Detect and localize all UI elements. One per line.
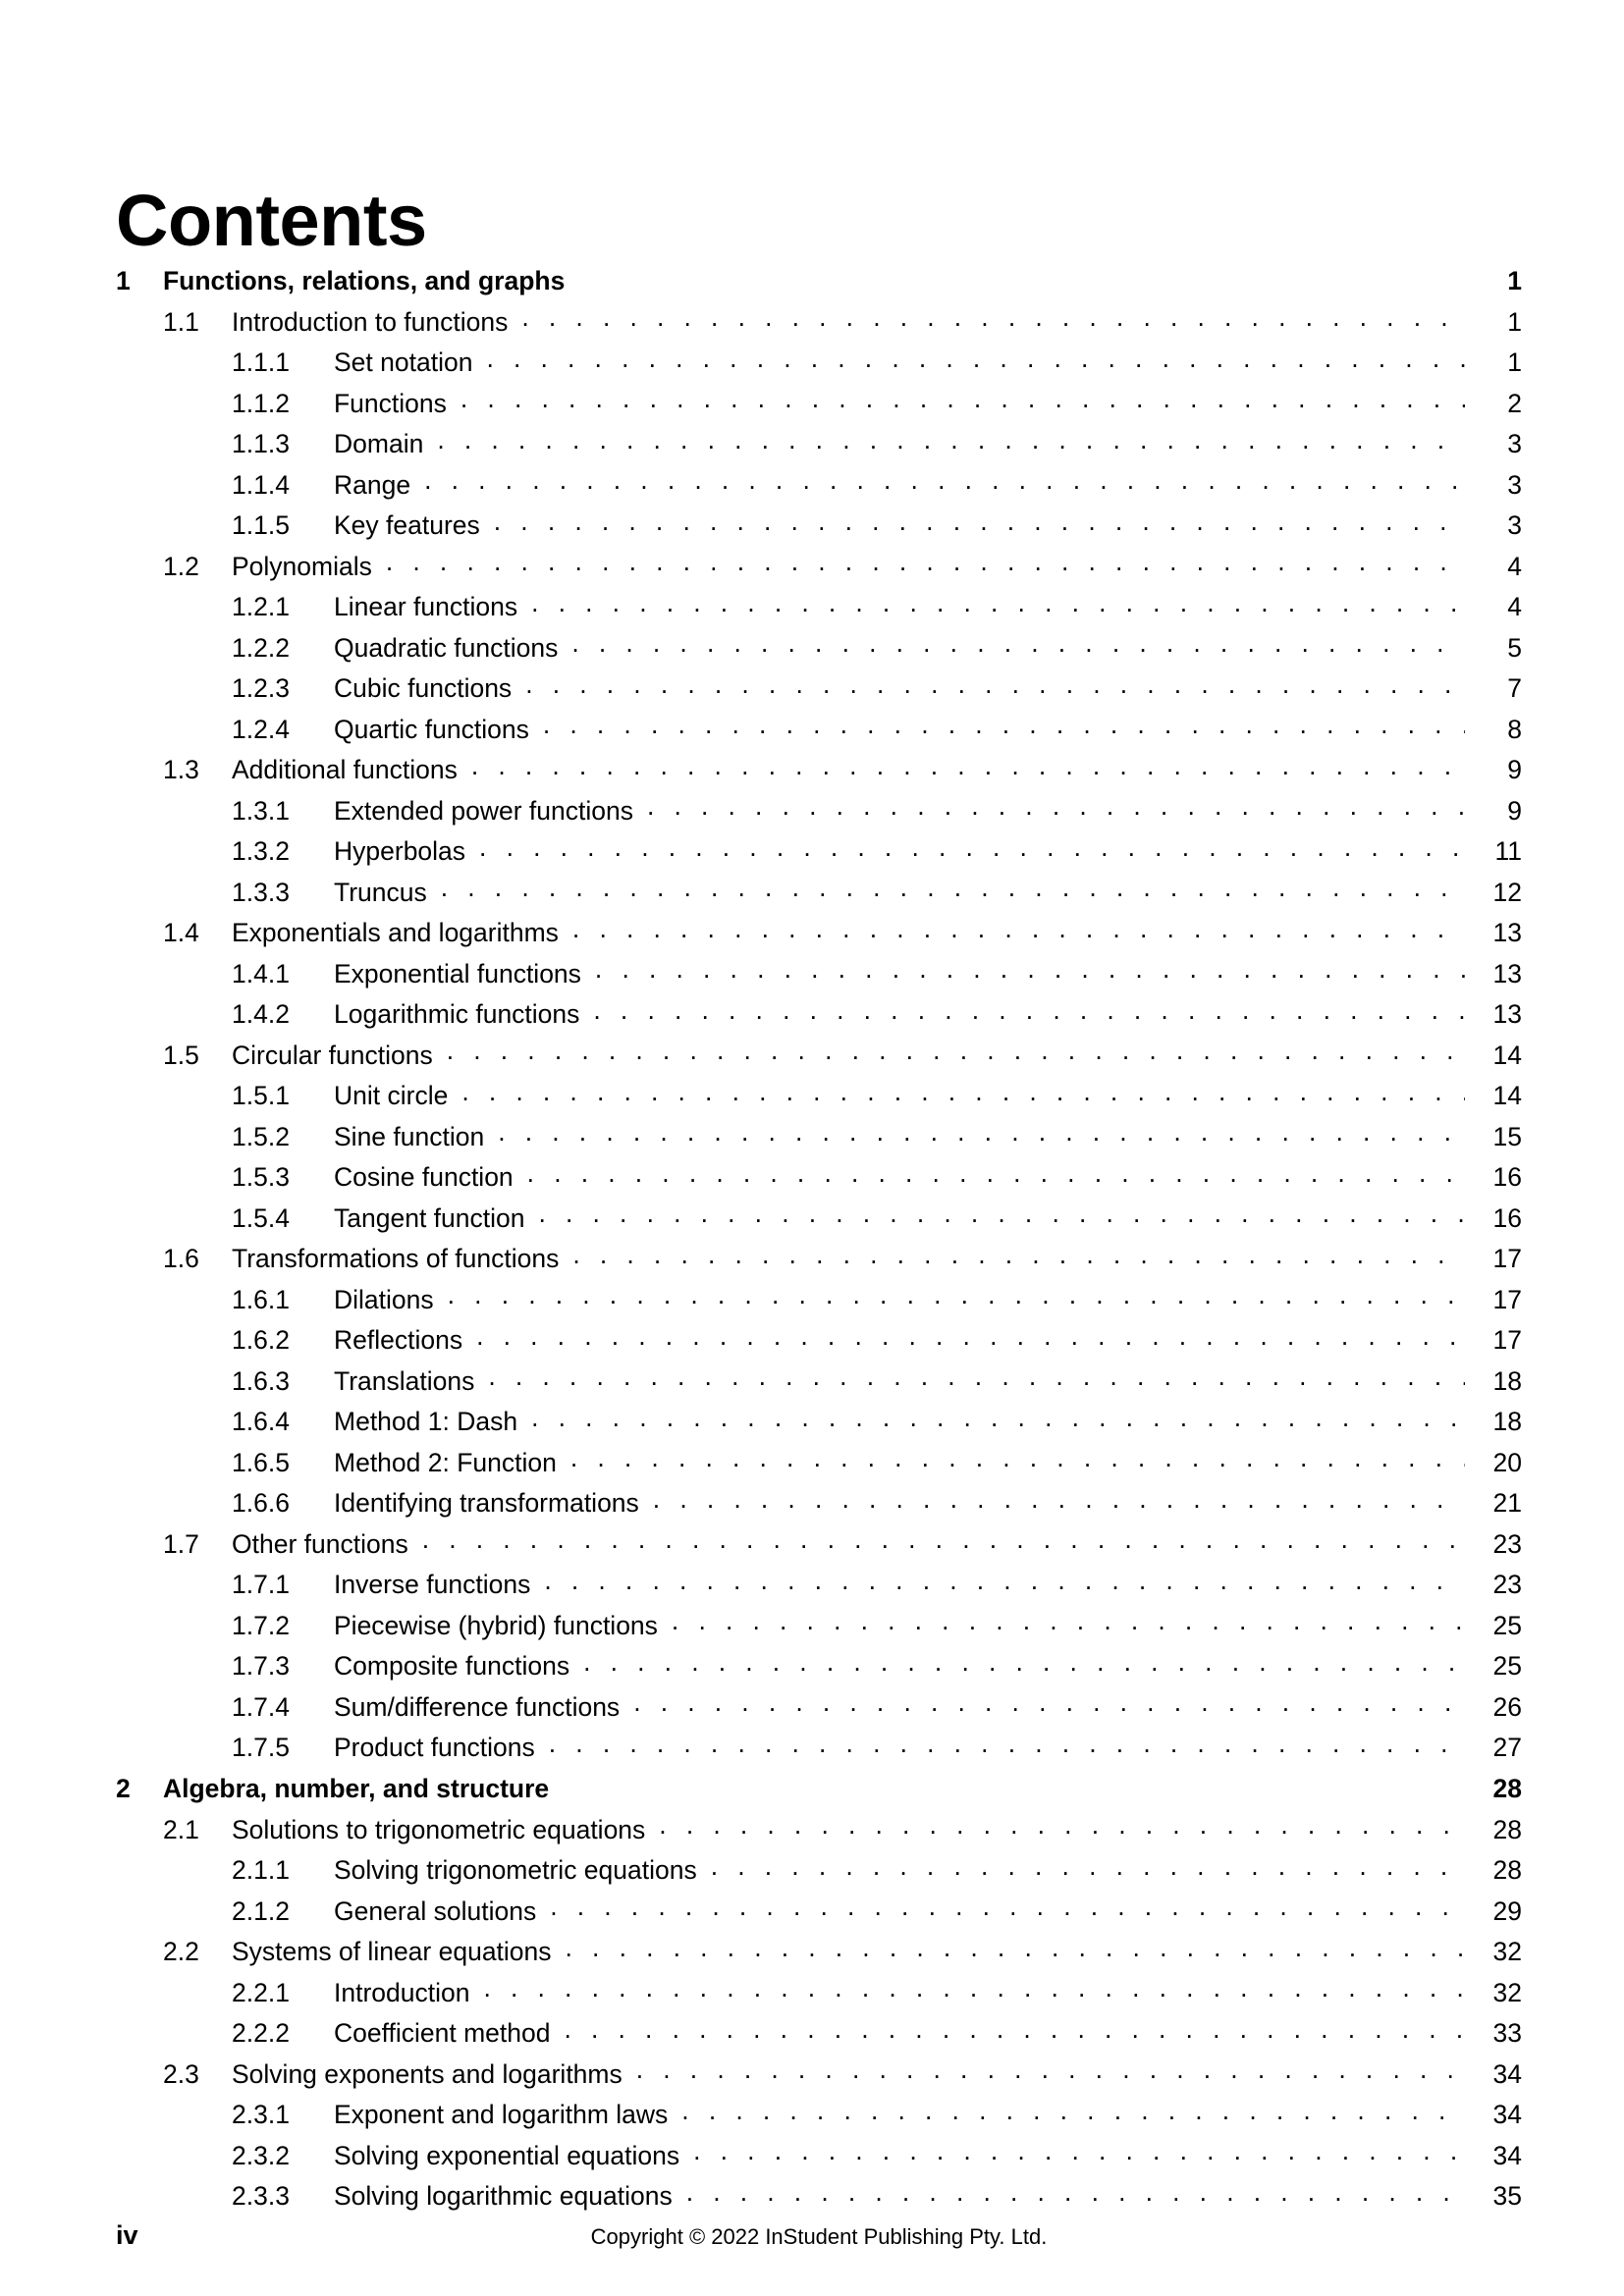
toc-entry-number: 2.3.3 bbox=[232, 2181, 290, 2211]
toc-entry-page-number: 16 bbox=[1492, 1202, 1522, 1233]
toc-dot-leader bbox=[583, 1649, 1465, 1676]
toc-dot-leader bbox=[636, 2056, 1465, 2083]
toc-entry-number: 1.3.1 bbox=[232, 795, 290, 826]
toc-dot-leader bbox=[647, 793, 1465, 820]
toc-dot-leader bbox=[693, 2138, 1465, 2164]
toc-entry[interactable] bbox=[116, 875, 1522, 916]
toc-dot-leader bbox=[525, 671, 1465, 698]
toc-dot-leader bbox=[461, 1079, 1465, 1105]
toc-dot-leader bbox=[681, 2098, 1465, 2124]
toc-entry[interactable] bbox=[116, 2056, 1522, 2098]
toc-entry[interactable] bbox=[116, 1201, 1522, 1242]
toc-dot-leader bbox=[538, 1201, 1465, 1227]
toc-entry-label: Algebra, number, and structure bbox=[163, 1773, 550, 1803]
toc-entry-label: Sum/difference functions bbox=[334, 1691, 621, 1722]
toc-dot-leader bbox=[486, 346, 1465, 372]
toc-entry-label: Piecewise (hybrid) functions bbox=[334, 1610, 658, 1640]
toc-entry-label: Functions bbox=[334, 388, 447, 418]
toc-entry-number: 1.4.2 bbox=[232, 999, 290, 1029]
toc-entry[interactable] bbox=[116, 916, 1522, 957]
toc-entry-label: Composite functions bbox=[334, 1651, 570, 1681]
toc-entry-label: Dilations bbox=[334, 1284, 434, 1314]
toc-dot-leader bbox=[711, 1853, 1465, 1880]
toc-entry-label: Linear functions bbox=[334, 592, 518, 621]
toc-entry[interactable] bbox=[116, 467, 1522, 508]
toc-entry-page-number: 1 bbox=[1507, 306, 1522, 337]
toc-entry-number: 1.6.2 bbox=[232, 1325, 290, 1355]
toc-dot-leader bbox=[531, 1405, 1465, 1431]
toc-entry-page-number: 33 bbox=[1492, 2018, 1522, 2048]
page-footer bbox=[116, 2220, 1522, 2260]
toc-entry[interactable] bbox=[116, 1812, 1522, 1853]
toc-entry[interactable] bbox=[116, 1242, 1522, 1283]
toc-entry[interactable] bbox=[116, 1445, 1522, 1486]
toc-entry-number: 1.5.1 bbox=[232, 1081, 290, 1110]
toc-entry-number: 1.2 bbox=[163, 551, 199, 581]
toc-dot-leader bbox=[521, 304, 1465, 331]
toc-entry-page-number: 32 bbox=[1492, 1937, 1522, 1966]
toc-entry-number: 1.7.1 bbox=[232, 1570, 290, 1599]
toc-dot-leader bbox=[447, 1038, 1465, 1064]
toc-entry[interactable] bbox=[116, 1853, 1522, 1895]
toc-dot-leader bbox=[483, 1975, 1465, 2002]
toc-entry-number: 1.3 bbox=[163, 755, 199, 784]
toc-entry-label: Product functions bbox=[334, 1733, 535, 1762]
toc-entry[interactable] bbox=[116, 997, 1522, 1039]
toc-entry-page-number: 14 bbox=[1492, 1040, 1522, 1070]
toc-entry-label: Domain bbox=[334, 429, 424, 458]
toc-entry-number: 1.6.4 bbox=[232, 1407, 290, 1436]
toc-dot-leader bbox=[494, 508, 1465, 535]
toc-entry[interactable] bbox=[116, 2138, 1522, 2179]
toc-entry-page-number: 14 bbox=[1492, 1081, 1522, 1110]
toc-entry-page-number: 17 bbox=[1492, 1244, 1522, 1273]
toc-entry-label: Quadratic functions bbox=[334, 632, 559, 663]
toc-entry-label: Solving exponents and logarithms bbox=[232, 2058, 623, 2089]
toc-entry-label: Functions, relations, and graphs bbox=[163, 265, 566, 295]
toc-entry-number: 2 bbox=[116, 1773, 131, 1803]
toc-entry-page-number: 23 bbox=[1492, 1528, 1522, 1559]
toc-entry-page-number: 34 bbox=[1492, 2100, 1522, 2129]
toc-entry-page-number: 26 bbox=[1492, 1691, 1522, 1722]
toc-entry-label: Hyperbolas bbox=[334, 836, 466, 866]
toc-entry-number: 2.2.1 bbox=[232, 1977, 290, 2007]
toc-entry[interactable] bbox=[116, 753, 1522, 794]
toc-dot-leader bbox=[571, 630, 1465, 657]
toc-dot-leader bbox=[595, 956, 1465, 983]
toc-entry-number: 2.3.2 bbox=[232, 2140, 290, 2170]
toc-entry-number: 1.7.2 bbox=[232, 1610, 290, 1640]
toc-entry[interactable] bbox=[116, 1731, 1522, 1772]
toc-entry-number: 2.1 bbox=[163, 1814, 199, 1844]
toc-entry-number: 1.3.3 bbox=[232, 877, 290, 907]
toc-entry-label: Truncus bbox=[334, 877, 427, 907]
toc-dot-leader bbox=[572, 1242, 1465, 1268]
toc-entry[interactable] bbox=[116, 956, 1522, 997]
toc-entry-label: Translations bbox=[334, 1365, 475, 1396]
toc-entry-page-number: 28 bbox=[1492, 1855, 1522, 1885]
toc-entry-label: Key features bbox=[334, 510, 480, 540]
toc-entry-number: 1.7 bbox=[163, 1528, 199, 1559]
toc-dot-leader bbox=[488, 1363, 1465, 1390]
toc-entry-label: Transformations of functions bbox=[232, 1244, 560, 1273]
toc-entry-page-number: 27 bbox=[1492, 1733, 1522, 1762]
toc-entry[interactable] bbox=[116, 263, 1522, 304]
toc-entry[interactable] bbox=[116, 346, 1522, 387]
toc-entry-label: Introduction to functions bbox=[232, 306, 509, 337]
toc-entry-label: Exponent and logarithm laws bbox=[334, 2100, 669, 2129]
toc-entry-number: 1.2.3 bbox=[232, 673, 290, 703]
toc-entry[interactable] bbox=[116, 712, 1522, 753]
toc-entry[interactable] bbox=[116, 1894, 1522, 1935]
toc-entry-number: 2.3 bbox=[163, 2058, 199, 2089]
toc-entry[interactable] bbox=[116, 427, 1522, 468]
toc-entry-label: Range bbox=[334, 469, 411, 500]
toc-entry-page-number: 32 bbox=[1492, 1977, 1522, 2007]
toc-entry-label: Solving logarithmic equations bbox=[334, 2181, 673, 2211]
toc-entry-number: 1.3.2 bbox=[232, 836, 290, 866]
toc-entry[interactable] bbox=[116, 1363, 1522, 1405]
toc-entry[interactable] bbox=[116, 630, 1522, 671]
toc-entry[interactable] bbox=[116, 834, 1522, 876]
toc-entry[interactable] bbox=[116, 1323, 1522, 1364]
toc-entry[interactable] bbox=[116, 590, 1522, 631]
toc-entry-page-number: 7 bbox=[1507, 673, 1522, 703]
toc-entry-label: Other functions bbox=[232, 1528, 408, 1559]
toc-entry-label: Set notation bbox=[334, 347, 473, 377]
footer-page-number: iv bbox=[116, 2220, 138, 2250]
toc-entry-label: Cubic functions bbox=[334, 673, 513, 703]
toc-entry-page-number: 17 bbox=[1492, 1284, 1522, 1314]
toc-dot-leader bbox=[476, 1323, 1465, 1350]
toc-dot-leader bbox=[424, 467, 1465, 494]
toc-entry[interactable] bbox=[116, 1568, 1522, 1609]
toc-dot-leader bbox=[448, 1282, 1465, 1308]
toc-dot-leader bbox=[672, 1608, 1465, 1634]
toc-entry[interactable] bbox=[116, 671, 1522, 713]
toc-entry-label: Identifying transformations bbox=[334, 1488, 639, 1518]
footer-copyright: Copyright © 2022 InStudent Publishing Pty. Ltd. bbox=[590, 2224, 1048, 2249]
toc-entry-page-number: 29 bbox=[1492, 1896, 1522, 1926]
toc-entry-label: Polynomials bbox=[232, 551, 372, 581]
toc-entry[interactable] bbox=[116, 1975, 1522, 2016]
toc-dot-leader bbox=[566, 1935, 1465, 1961]
toc-entry-page-number: 3 bbox=[1507, 429, 1522, 458]
toc-entry[interactable] bbox=[116, 1119, 1522, 1160]
toc-entry-label: Circular functions bbox=[232, 1040, 433, 1070]
toc-entry-page-number: 5 bbox=[1507, 632, 1522, 663]
toc-entry-number: 2.3.1 bbox=[232, 2100, 290, 2129]
toc-entry[interactable] bbox=[116, 1526, 1522, 1568]
toc-entry-label: Method 2: Function bbox=[334, 1447, 557, 1477]
toc-entry-number: 2.2.2 bbox=[232, 2018, 290, 2048]
toc-entry-page-number: 34 bbox=[1492, 2058, 1522, 2089]
toc-entry-label: Coefficient method bbox=[334, 2018, 551, 2048]
toc-entry-page-number: 18 bbox=[1492, 1407, 1522, 1436]
toc-entry[interactable] bbox=[116, 793, 1522, 834]
toc-entry-number: 1 bbox=[116, 265, 131, 295]
toc-entry-page-number: 18 bbox=[1492, 1365, 1522, 1396]
page-title: Contents bbox=[116, 179, 427, 261]
toc-entry-page-number: 13 bbox=[1492, 918, 1522, 947]
toc-entry-label: Tangent function bbox=[334, 1202, 525, 1233]
toc-entry-label: Solutions to trigonometric equations bbox=[232, 1814, 646, 1844]
toc-entry-page-number: 8 bbox=[1507, 714, 1522, 744]
toc-entry-label: Systems of linear equations bbox=[232, 1937, 552, 1966]
toc-dot-leader bbox=[531, 590, 1465, 616]
toc-entry-number: 1.1.3 bbox=[232, 429, 290, 458]
toc-entry-number: 2.1.1 bbox=[232, 1855, 290, 1885]
toc-entry-page-number: 4 bbox=[1507, 551, 1522, 581]
toc-entry-number: 1.7.5 bbox=[232, 1733, 290, 1762]
toc-entry-page-number: 23 bbox=[1492, 1570, 1522, 1599]
toc-dot-leader bbox=[633, 1689, 1465, 1716]
toc-entry[interactable] bbox=[116, 304, 1522, 346]
toc-dot-leader bbox=[593, 997, 1465, 1024]
toc-dot-leader bbox=[471, 753, 1465, 779]
toc-dot-leader bbox=[543, 712, 1465, 738]
toc-entry-label: Sine function bbox=[334, 1121, 485, 1151]
toc-entry-number: 1.1 bbox=[163, 306, 199, 337]
toc-dot-leader bbox=[386, 549, 1465, 575]
toc-entry-number: 1.2.2 bbox=[232, 632, 290, 663]
toc-entry-page-number: 11 bbox=[1494, 836, 1522, 866]
toc-entry-page-number: 34 bbox=[1492, 2140, 1522, 2170]
toc-entry-number: 1.6.5 bbox=[232, 1447, 290, 1477]
toc-entry-page-number: 28 bbox=[1492, 1773, 1522, 1803]
toc-dot-leader bbox=[498, 1119, 1465, 1146]
toc-entry-number: 1.4.1 bbox=[232, 958, 290, 988]
toc-entry-page-number: 20 bbox=[1492, 1447, 1522, 1477]
toc-entry[interactable] bbox=[116, 386, 1522, 427]
toc-entry[interactable] bbox=[116, 1771, 1522, 1812]
toc-entry-page-number: 3 bbox=[1507, 510, 1522, 540]
toc-dot-leader bbox=[422, 1526, 1465, 1553]
toc-entry-label: Quartic functions bbox=[334, 714, 529, 744]
toc-entry-page-number: 13 bbox=[1492, 999, 1522, 1029]
toc-entry-number: 1.5 bbox=[163, 1040, 199, 1070]
toc-dot-leader bbox=[437, 427, 1465, 454]
toc-entry-page-number: 4 bbox=[1507, 592, 1522, 621]
toc-dot-leader bbox=[564, 2016, 1465, 2043]
toc-entry-number: 2.2 bbox=[163, 1937, 199, 1966]
toc-dot-leader bbox=[550, 1894, 1465, 1920]
toc-entry-page-number: 16 bbox=[1492, 1162, 1522, 1192]
toc-entry-number: 1.5.2 bbox=[232, 1121, 290, 1151]
toc-entry[interactable] bbox=[116, 1160, 1522, 1201]
toc-entry-page-number: 12 bbox=[1492, 877, 1522, 907]
toc-entry-label: Logarithmic functions bbox=[334, 999, 580, 1029]
toc-entry[interactable] bbox=[116, 2179, 1522, 2220]
toc-entry-page-number: 21 bbox=[1492, 1488, 1522, 1518]
toc-entry-label: Exponentials and logarithms bbox=[232, 918, 559, 947]
toc-dot-leader bbox=[460, 386, 1465, 412]
toc-entry-page-number: 28 bbox=[1492, 1814, 1522, 1844]
toc-entry-page-number: 35 bbox=[1492, 2181, 1522, 2211]
toc-entry-page-number: 9 bbox=[1507, 755, 1522, 784]
toc-entry[interactable] bbox=[116, 2098, 1522, 2139]
toc-entry-number: 1.4 bbox=[163, 918, 199, 947]
toc-entry-number: 1.1.5 bbox=[232, 510, 290, 540]
toc-entry-number: 1.6.3 bbox=[232, 1365, 290, 1396]
toc-entry-page-number: 9 bbox=[1507, 795, 1522, 826]
toc-entry-page-number: 1 bbox=[1507, 347, 1522, 377]
toc-entry-label: Solving trigonometric equations bbox=[334, 1855, 697, 1885]
toc-entry-number: 1.1.2 bbox=[232, 388, 290, 418]
toc-entry-page-number: 3 bbox=[1507, 469, 1522, 500]
toc-entry[interactable] bbox=[116, 1689, 1522, 1731]
toc-entry-label: Reflections bbox=[334, 1325, 463, 1355]
toc-entry-number: 1.7.4 bbox=[232, 1691, 290, 1722]
toc-entry-label: General solutions bbox=[334, 1896, 537, 1926]
toc-entry[interactable] bbox=[116, 549, 1522, 590]
toc-dot-leader bbox=[479, 834, 1465, 861]
toc-entry[interactable] bbox=[116, 1079, 1522, 1120]
toc-entry-number: 1.6.1 bbox=[232, 1284, 290, 1314]
toc-entry-number: 1.5.4 bbox=[232, 1202, 290, 1233]
toc-entry-page-number: 15 bbox=[1492, 1121, 1522, 1151]
toc-dot-leader bbox=[549, 1731, 1465, 1757]
toc-entry-page-number: 17 bbox=[1492, 1325, 1522, 1355]
toc-entry[interactable] bbox=[116, 2016, 1522, 2057]
toc-entry-number: 1.7.3 bbox=[232, 1651, 290, 1681]
toc-entry[interactable] bbox=[116, 1935, 1522, 1976]
toc-entry-label: Introduction bbox=[334, 1977, 470, 2007]
toc-entry-label: Extended power functions bbox=[334, 795, 633, 826]
toc-entry[interactable] bbox=[116, 1405, 1522, 1446]
toc-entry-number: 1.2.1 bbox=[232, 592, 290, 621]
toc-entry-label: Method 1: Dash bbox=[334, 1407, 518, 1436]
toc-entry[interactable] bbox=[116, 1282, 1522, 1323]
toc-dot-leader bbox=[659, 1812, 1465, 1839]
toc-entry[interactable] bbox=[116, 508, 1522, 550]
toc-entry-label: Inverse functions bbox=[334, 1570, 531, 1599]
toc-entry-number: 1.1.4 bbox=[232, 469, 290, 500]
toc-entry-number: 2.1.2 bbox=[232, 1896, 290, 1926]
toc-entry-page-number: 2 bbox=[1507, 388, 1522, 418]
toc-entry-number: 1.1.1 bbox=[232, 347, 290, 377]
toc-entry[interactable] bbox=[116, 1649, 1522, 1690]
toc-dot-leader bbox=[544, 1568, 1465, 1594]
toc-entry-number: 1.6 bbox=[163, 1244, 199, 1273]
toc-entry-number: 1.5.3 bbox=[232, 1162, 290, 1192]
toc-entry[interactable] bbox=[116, 1486, 1522, 1527]
toc-dot-leader bbox=[527, 1160, 1465, 1187]
toc-entry-page-number: 25 bbox=[1492, 1651, 1522, 1681]
toc-entry-label: Exponential functions bbox=[334, 958, 581, 988]
toc-dot-leader bbox=[572, 916, 1465, 942]
table-of-contents bbox=[116, 263, 1522, 2219]
toc-entry[interactable] bbox=[116, 1038, 1522, 1079]
toc-entry-page-number: 13 bbox=[1492, 958, 1522, 988]
toc-entry-page-number: 1 bbox=[1507, 265, 1522, 295]
toc-dot-leader bbox=[653, 1486, 1465, 1513]
toc-dot-leader bbox=[686, 2179, 1465, 2206]
toc-dot-leader bbox=[570, 1445, 1465, 1471]
toc-entry-page-number: 25 bbox=[1492, 1610, 1522, 1640]
toc-entry-label: Additional functions bbox=[232, 755, 458, 784]
toc-dot-leader bbox=[441, 875, 1465, 901]
toc-entry-number: 1.2.4 bbox=[232, 714, 290, 744]
toc-entry-label: Solving exponential equations bbox=[334, 2140, 680, 2170]
toc-entry-number: 1.6.6 bbox=[232, 1488, 290, 1518]
toc-entry-label: Cosine function bbox=[334, 1162, 514, 1192]
toc-entry-label: Unit circle bbox=[334, 1081, 449, 1110]
toc-entry[interactable] bbox=[116, 1608, 1522, 1649]
